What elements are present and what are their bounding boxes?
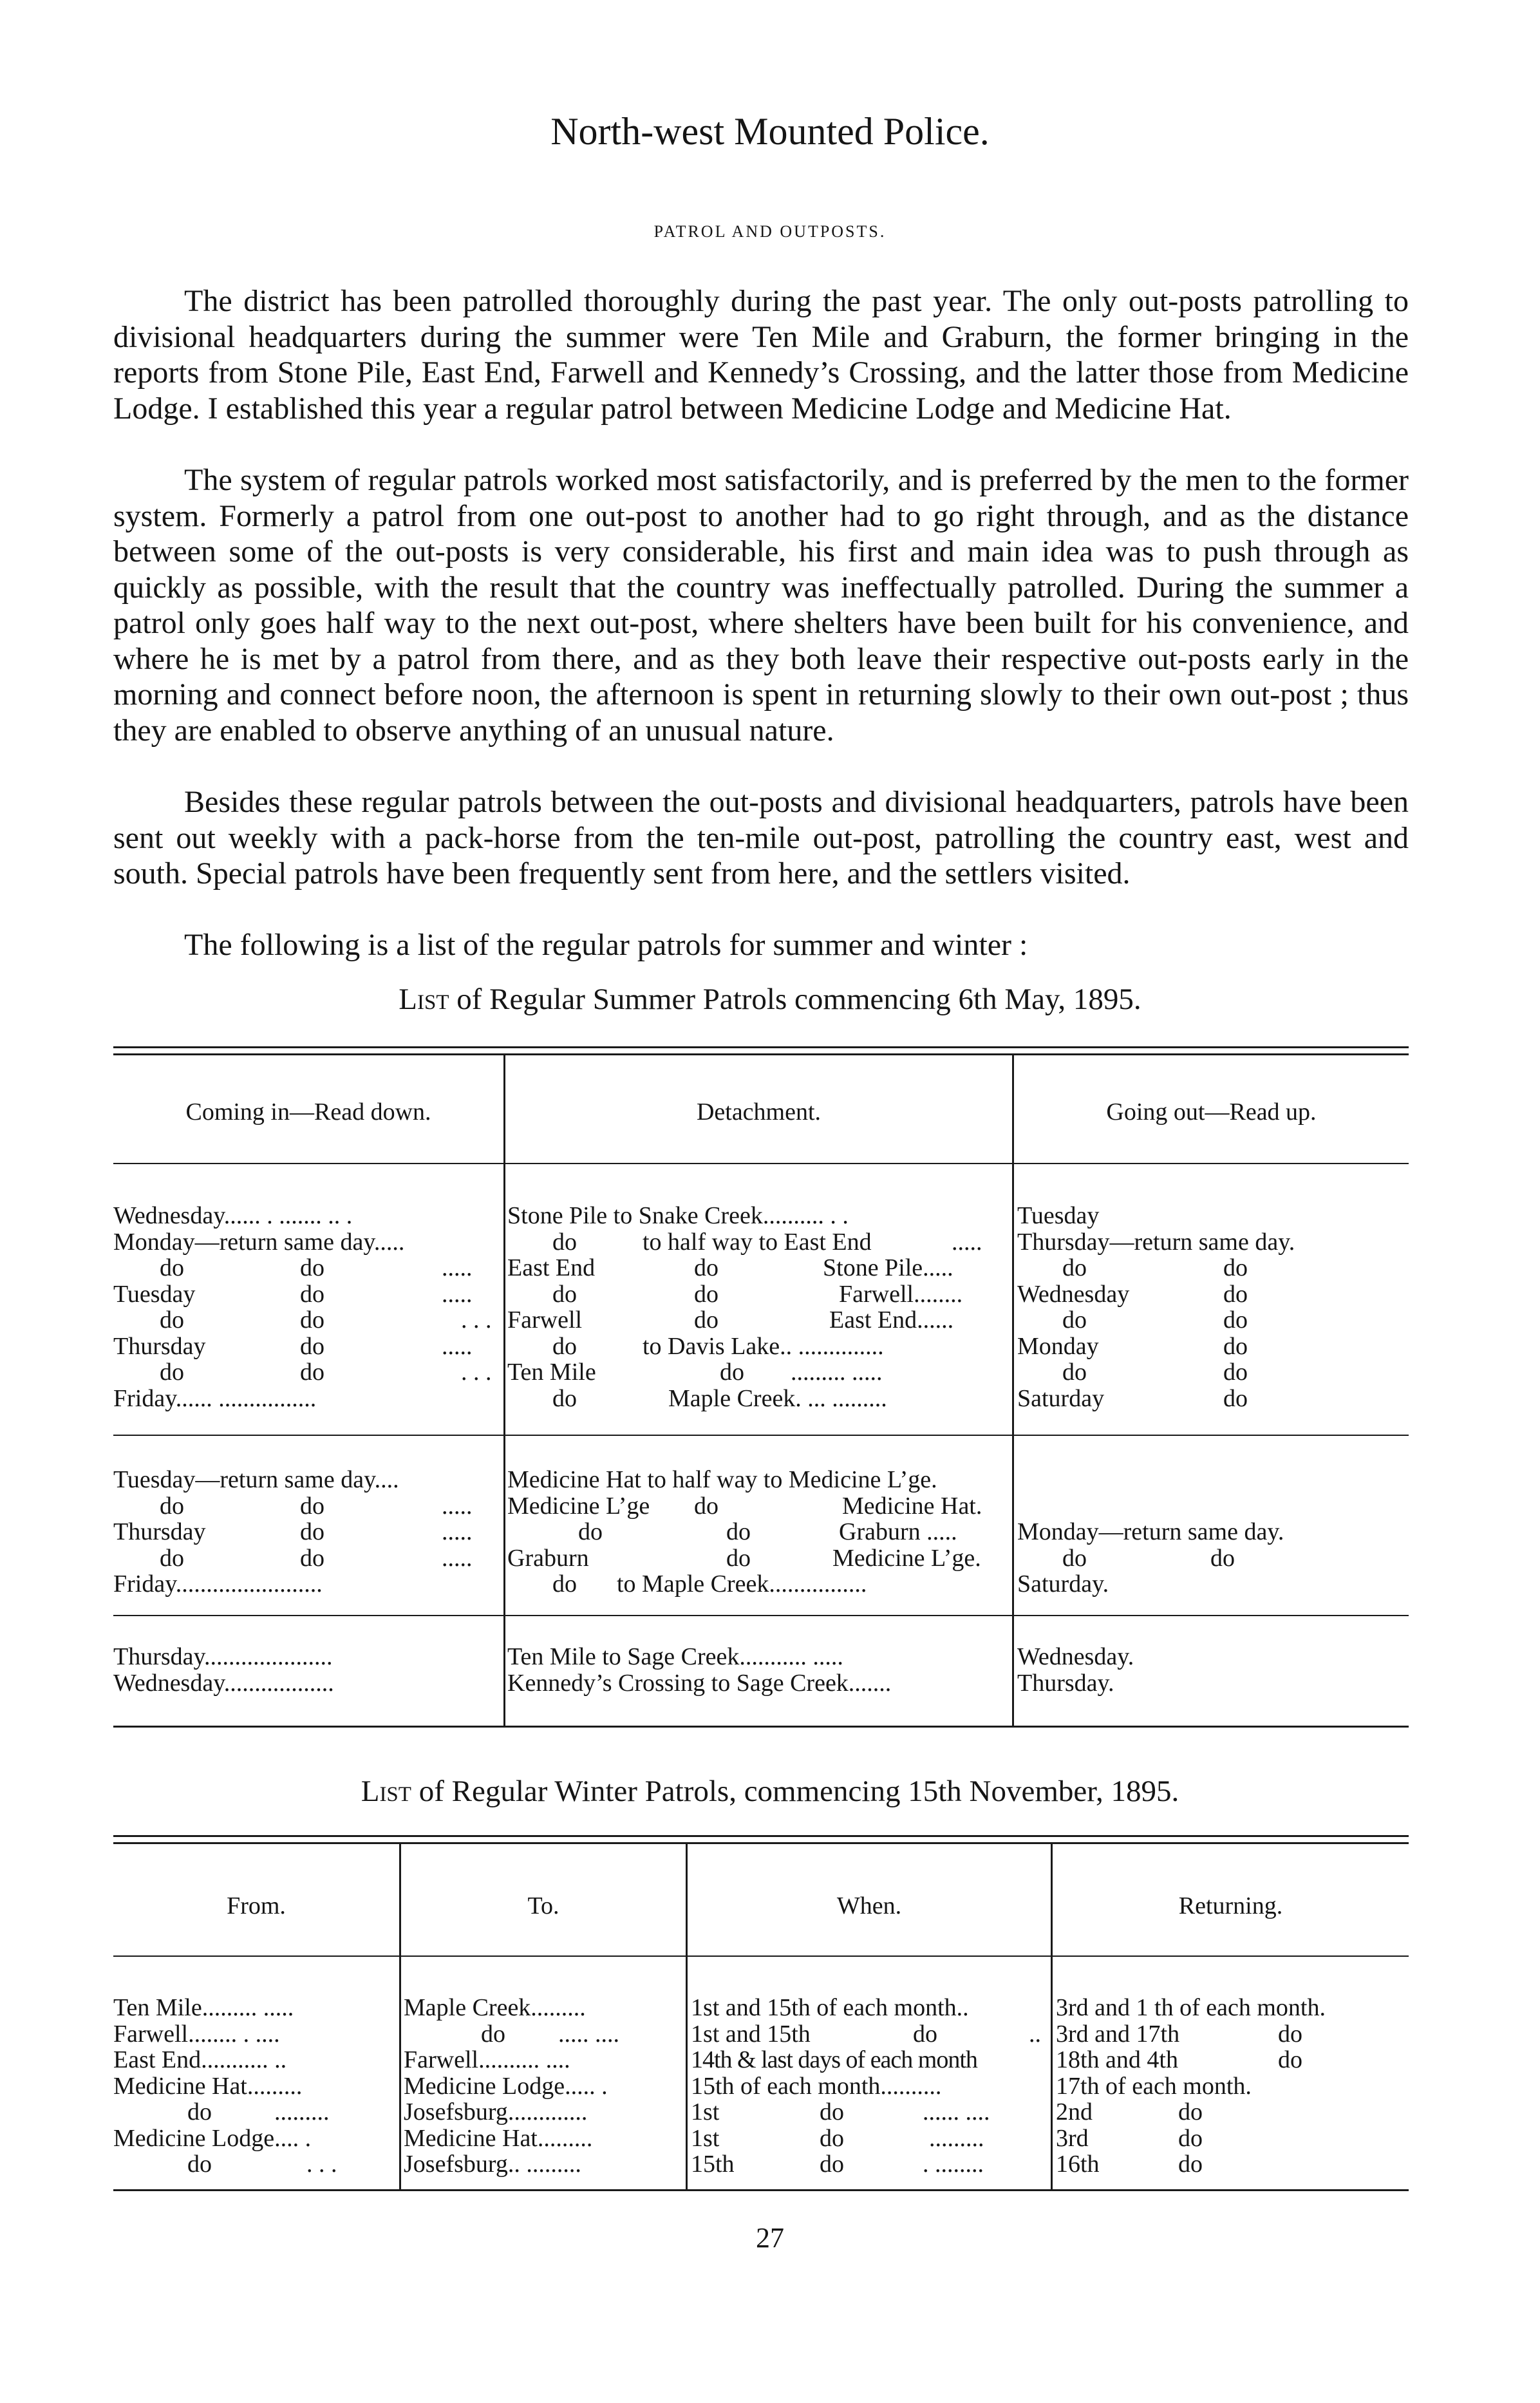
table-cell-text: Friday...... ................ [113, 1384, 317, 1412]
table-row [1017, 1670, 1404, 1697]
summer-group1-coming [113, 1203, 500, 1411]
table-row [113, 1255, 500, 1281]
table-row [113, 1359, 500, 1386]
table-cell-text: 2nd [1056, 2098, 1093, 2125]
table-row [113, 1545, 500, 1572]
summer-group3-going [1017, 1644, 1404, 1696]
table-row [404, 2047, 684, 2073]
table-row [113, 1644, 500, 1670]
table-cell-text: do [1223, 1254, 1248, 1281]
summer-group3-coming [113, 1644, 500, 1696]
table-cell-text: Medicine Hat to half way to Medicine L’ge. [507, 1466, 937, 1493]
table-cell-text: Monday—return same day. [1017, 1518, 1284, 1545]
summer-header-rule [113, 1163, 1409, 1164]
table-row [404, 1995, 684, 2021]
table-row [691, 2099, 1051, 2125]
table-cell-text: Thursday. [1017, 1669, 1114, 1697]
table-cell-text: do [160, 1544, 184, 1572]
paragraph-4: The following is a list of the regular patrols for summer and winter : [184, 928, 1028, 962]
table-cell-text: 14th & last days of each month [691, 2046, 977, 2073]
table-cell-text: do [1278, 2046, 1302, 2073]
table-cell-text: do [300, 1280, 324, 1308]
summer-group1-going [1017, 1203, 1404, 1411]
table-cell-text: do [1062, 1254, 1087, 1281]
table-cell-text: do [694, 1280, 718, 1308]
paragraph-3: Besides these regular patrols between the out-posts and divisional headquarters, patrols have been sent out weekly with a pack-horse from the ten-mile out-post, patrolling the country east, west and south. Special patrols have been frequently sent from here, and the settlers visited. [113, 785, 1409, 891]
table-cell-text: 3rd and 17th [1056, 2020, 1180, 2048]
table-cell-text: do [160, 1254, 184, 1281]
table-cell-text: do [160, 1359, 184, 1386]
table-cell-text: Stone Pile..... [823, 1254, 953, 1281]
table-cell-text: . . . [306, 2151, 337, 2178]
table-cell-text: Farwell........ . .... [113, 2020, 280, 2048]
table-cell-text: do [300, 1254, 324, 1281]
table-cell-text: Thursday..................... [113, 1643, 333, 1670]
table-cell-text: Thursday [113, 1518, 206, 1545]
table-cell-text: Monday—return same day..... [113, 1228, 405, 1256]
table-cell-text: ..... [442, 1518, 473, 1545]
summer-top-rule-2 [113, 1053, 1409, 1055]
table-cell-text: Medicine L’ge. [832, 1544, 981, 1572]
table-cell-text: ......... [929, 2124, 984, 2152]
table-cell-text: Tuesday [1017, 1202, 1100, 1229]
table-row [1017, 1203, 1404, 1229]
table-row [691, 2151, 1051, 2178]
table-cell-text: do [694, 1492, 718, 1520]
table-cell-text: ...... .... [923, 2098, 990, 2125]
table-cell-text: 1st [691, 2098, 720, 2125]
table-cell-text: ..... [442, 1332, 473, 1360]
summer-group2-coming [113, 1467, 500, 1597]
summer-header-coming: Coming in—Read down. [185, 1098, 431, 1126]
table-cell-text: do [913, 2020, 937, 2048]
summer-header-going: Going out—Read up. [1106, 1098, 1317, 1126]
table-row [691, 1995, 1051, 2021]
table-cell-text: do [300, 1359, 324, 1386]
table-cell-text: 17th of each month. [1056, 2072, 1252, 2100]
table-cell-text: Kennedy’s Crossing to Sage Creek....... [507, 1669, 892, 1697]
table-cell-text: Ten Mile to Sage Creek........... ..... [507, 1643, 843, 1670]
table-cell-text: Medicine Lodge.... . [113, 2124, 312, 2152]
winter-top-rule-2 [113, 1842, 1409, 1844]
table-cell-text: do [1210, 1544, 1235, 1572]
table-row [113, 2151, 397, 2178]
table-row [1017, 1571, 1404, 1597]
table-cell-text: Farwell.......... .... [404, 2046, 570, 2073]
table-row [507, 1467, 1009, 1493]
table-cell-text: Josefsburg............. [404, 2098, 588, 2125]
table-row [1017, 1545, 1404, 1572]
table-cell-text: do [820, 2098, 844, 2125]
table-row [404, 2073, 684, 2100]
table-cell-text: do [1062, 1359, 1087, 1386]
section-heading: PATROL AND OUTPOSTS. [653, 222, 887, 241]
table-cell-text: Josefsburg.. ......... [404, 2151, 581, 2178]
table-cell-text: 1st and 15th of each month.. [691, 1994, 969, 2021]
table-cell-text: do [300, 1332, 324, 1360]
table-row [507, 1493, 1009, 1520]
winter-header-returning: Returning. [1178, 1892, 1283, 1919]
table-row [691, 2125, 1051, 2152]
table-cell-text: 3rd [1056, 2124, 1089, 2152]
table-cell-text: Wednesday.................. [113, 1669, 334, 1697]
summer-table-caption [0, 982, 1540, 1017]
table-row [691, 2073, 1051, 2100]
table-row [113, 1386, 500, 1412]
table-cell-text: Saturday [1017, 1384, 1105, 1412]
table-cell-text: do [300, 1492, 324, 1520]
table-cell-text: Ten Mile [507, 1359, 596, 1386]
table-cell-text: .. [1029, 2020, 1041, 2048]
table-row [691, 2021, 1051, 2048]
table-row [1056, 2073, 1409, 2100]
table-row [404, 2099, 684, 2125]
summer-group2-detachment [507, 1467, 1009, 1597]
table-cell-text: Ten Mile......... ..... [113, 1994, 294, 2021]
table-cell-text: do [1062, 1544, 1087, 1572]
table-row [113, 1203, 500, 1229]
summer-group-rule-1 [113, 1435, 1409, 1436]
table-cell-text: ......... [274, 2098, 330, 2125]
table-cell-text: Stone Pile to Snake Creek.......... . . [507, 1202, 849, 1229]
table-cell-text: Medicine Hat. [842, 1492, 982, 1520]
table-row [113, 1571, 500, 1597]
table-row [113, 1307, 500, 1333]
table-row [507, 1571, 1009, 1597]
table-row [1056, 2099, 1409, 2125]
table-cell-text: Maple Creek. ... ......... [668, 1384, 887, 1412]
table-cell-text: to Davis Lake.. .............. [643, 1332, 884, 1360]
table-cell-text: Wednesday...... . ....... .. . [113, 1202, 353, 1229]
table-row [404, 2021, 684, 2048]
table-cell-text: do [1223, 1306, 1248, 1333]
table-cell-text: Graburn ..... [839, 1518, 957, 1545]
table-row [113, 2021, 397, 2048]
table-cell-text: do [1178, 2098, 1203, 2125]
table-cell-text: do [720, 1359, 744, 1386]
table-row [507, 1359, 1009, 1386]
summer-header-detachment: Detachment. [696, 1098, 822, 1126]
table-row [1056, 2125, 1409, 2152]
table-row [691, 2047, 1051, 2073]
table-cell-text: Tuesday [113, 1280, 196, 1308]
table-row [1017, 1333, 1404, 1360]
table-cell-text: do [694, 1254, 718, 1281]
table-row [507, 1545, 1009, 1572]
table-cell-text: do [1223, 1384, 1248, 1412]
table-row [113, 1493, 500, 1520]
table-row [1017, 1255, 1404, 1281]
table-row [507, 1519, 1009, 1545]
winter-when-column [691, 1995, 1051, 2178]
table-row [507, 1644, 1009, 1670]
table-row [1056, 2021, 1409, 2048]
table-cell-text: 15th [691, 2151, 735, 2178]
table-row [507, 1307, 1009, 1333]
table-cell-text: to Maple Creek................ [617, 1570, 867, 1597]
table-row [1056, 1995, 1409, 2021]
table-row [113, 1467, 500, 1493]
table-row [1017, 1359, 1404, 1386]
table-cell-text: 18th and 4th [1056, 2046, 1178, 2073]
table-cell-text: Wednesday [1017, 1280, 1130, 1308]
table-cell-text: . . . [461, 1306, 492, 1333]
table-row [1056, 2151, 1409, 2178]
table-cell-text: to half way to East End [643, 1228, 872, 1256]
paragraph-1: The district has been patrolled thoroughly during the past year. The only out-posts patrolling to divisional headquarters during the summer were Ten Mile and Graburn, the former bringing in the reports from Stone Pile, East End, Farwell and Kennedy’s Crossing, and the latter those from Medicine Lodge. I established this year a regular patrol between Medicine Lodge and Medicine Hat. [113, 284, 1409, 426]
table-row [404, 2125, 684, 2152]
table-cell-text: Monday [1017, 1332, 1099, 1360]
table-cell-text: 3rd and 1 th of each month. [1056, 1994, 1326, 2021]
winter-table-caption [0, 1774, 1540, 1809]
table-cell-text: East End........... .. [113, 2046, 287, 2073]
table-row [404, 2151, 684, 2178]
table-row [113, 1229, 500, 1256]
table-row [507, 1203, 1009, 1229]
table-cell-text: Maple Creek......... [404, 1994, 586, 2021]
table-row [1017, 1386, 1404, 1412]
table-cell-text: 1st and 15th [691, 2020, 811, 2048]
table-row [1017, 1307, 1404, 1333]
table-row [113, 2047, 397, 2073]
table-row [113, 1995, 397, 2021]
table-cell-text: do [1278, 2020, 1302, 2048]
table-cell-text: Farwell [507, 1306, 583, 1333]
table-cell-text: Thursday—return same day. [1017, 1228, 1295, 1256]
table-cell-text: ..... [442, 1544, 473, 1572]
table-cell-text: do [1178, 2124, 1203, 2152]
table-cell-text: do [1223, 1359, 1248, 1386]
table-cell-text: do [300, 1518, 324, 1545]
table-cell-text: Friday........................ [113, 1570, 323, 1597]
table-cell-text: Graburn [507, 1544, 589, 1572]
table-row [1017, 1229, 1404, 1256]
table-row [113, 1333, 500, 1360]
table-cell-text: . ........ [923, 2151, 984, 2178]
table-cell-text: do [187, 2151, 212, 2178]
summer-col-divider-1 [503, 1055, 505, 1726]
table-cell-text: East End [507, 1254, 596, 1281]
table-cell-text: Medicine Hat......... [113, 2072, 303, 2100]
summer-group2-going [1017, 1467, 1404, 1597]
table-cell-text: Thursday [113, 1332, 206, 1360]
page-title: North-west Mounted Police. [550, 110, 990, 153]
table-cell-text: 16th [1056, 2151, 1100, 2178]
table-cell-text: do [726, 1544, 751, 1572]
table-row [1017, 1281, 1404, 1308]
table-cell-text: Medicine Hat......... [404, 2124, 593, 2152]
winter-header-rule [113, 1955, 1409, 1957]
table-cell-text: do [552, 1570, 577, 1597]
winter-to-column [404, 1995, 684, 2178]
summer-group-rule-2 [113, 1615, 1409, 1616]
table-row [113, 1281, 500, 1308]
winter-top-rule [113, 1835, 1409, 1837]
table-row [113, 2125, 397, 2152]
table-row [507, 1255, 1009, 1281]
table-row [507, 1670, 1009, 1697]
winter-returning-column [1056, 1995, 1409, 2178]
table-row [113, 1670, 500, 1697]
table-row [507, 1333, 1009, 1360]
winter-header-from: From. [227, 1892, 286, 1919]
table-cell-text: do [552, 1228, 577, 1256]
table-row [113, 2073, 397, 2100]
table-cell-text: Medicine L’ge [507, 1492, 650, 1520]
table-row [1017, 1493, 1404, 1520]
table-cell-text: do [1223, 1332, 1248, 1360]
caption-text: of Regular Winter Patrols, commencing 15th November, 1895. [411, 1775, 1179, 1808]
caption-lead: List [361, 1775, 411, 1808]
table-cell-text: do [552, 1384, 577, 1412]
table-cell-text: Wednesday. [1017, 1643, 1134, 1670]
table-cell-text: ..... [442, 1280, 473, 1308]
table-cell-text: do [300, 1544, 324, 1572]
table-cell-text: do [820, 2124, 844, 2152]
page-number: 27 [756, 2222, 784, 2254]
table-cell-text: do [694, 1306, 718, 1333]
table-cell-text: Medicine Lodge..... . [404, 2072, 608, 2100]
table-row [1017, 1467, 1404, 1493]
winter-bottom-rule [113, 2189, 1409, 2191]
table-cell-text: do [187, 2098, 212, 2125]
winter-header-to: To. [527, 1892, 559, 1919]
table-cell-text: do [726, 1518, 751, 1545]
table-row [1056, 2047, 1409, 2073]
table-row [113, 1519, 500, 1545]
table-cell-text: . . . [461, 1359, 492, 1386]
table-cell-text: Saturday. [1017, 1570, 1109, 1597]
table-cell-text: do [552, 1332, 577, 1360]
summer-group1-detachment [507, 1203, 1009, 1411]
summer-top-rule [113, 1046, 1409, 1048]
table-row [1017, 1644, 1404, 1670]
table-row [507, 1386, 1009, 1412]
table-cell-text: do [160, 1492, 184, 1520]
table-row [507, 1229, 1009, 1256]
table-cell-text: do [160, 1306, 184, 1333]
table-cell-text: ..... [442, 1254, 473, 1281]
table-cell-text: ..... [952, 1228, 982, 1256]
caption-text: of Regular Summer Patrols commencing 6th May, 1895. [449, 983, 1141, 1016]
summer-col-divider-2 [1012, 1055, 1014, 1726]
table-cell-text: do [1178, 2151, 1203, 2178]
winter-from-column [113, 1995, 397, 2178]
summer-bottom-rule [113, 1726, 1409, 1728]
paragraph-2: The system of regular patrols worked most satisfactorily, and is preferred by the men to the former system. Formerly a patrol from one out-post to another had to go right through, and as the distance between some of the out-posts is very considerable, his first and main idea was to push through as quickly as possible, with the result that the country was ineffectually patrolled. During the summer a patrol only goes half way to the next out-post, where shelters have been built for his convenience, and where he is met by a patrol from there, and as they both leave their respective out-posts early in the morning and connect before noon, the afternoon is spent in returning slowly to their own out-post ; thus they are enabled to observe anything of an unusual nature. [113, 463, 1409, 748]
table-cell-text: do [1223, 1280, 1248, 1308]
table-cell-text: Tuesday—return same day.... [113, 1466, 399, 1493]
caption-lead: List [399, 983, 449, 1016]
summer-group3-detachment [507, 1644, 1009, 1696]
table-cell-text: 1st [691, 2124, 720, 2152]
table-cell-text: do [1062, 1306, 1087, 1333]
table-cell-text: ......... ..... [791, 1359, 883, 1386]
table-row [113, 2099, 397, 2125]
table-cell-text: do [552, 1280, 577, 1308]
table-cell-text: Farwell........ [839, 1280, 963, 1308]
table-cell-text: do [481, 2020, 505, 2048]
table-cell-text: ..... [442, 1492, 473, 1520]
table-cell-text: ..... .... [558, 2020, 619, 2048]
table-row [507, 1281, 1009, 1308]
table-cell-text: do [300, 1306, 324, 1333]
table-cell-text: East End...... [829, 1306, 954, 1333]
winter-header-when: When. [836, 1892, 902, 1919]
table-cell-text: do [820, 2151, 844, 2178]
table-cell-text: do [578, 1518, 603, 1545]
table-row [1017, 1519, 1404, 1545]
table-cell-text: 15th of each month.......... [691, 2072, 942, 2100]
